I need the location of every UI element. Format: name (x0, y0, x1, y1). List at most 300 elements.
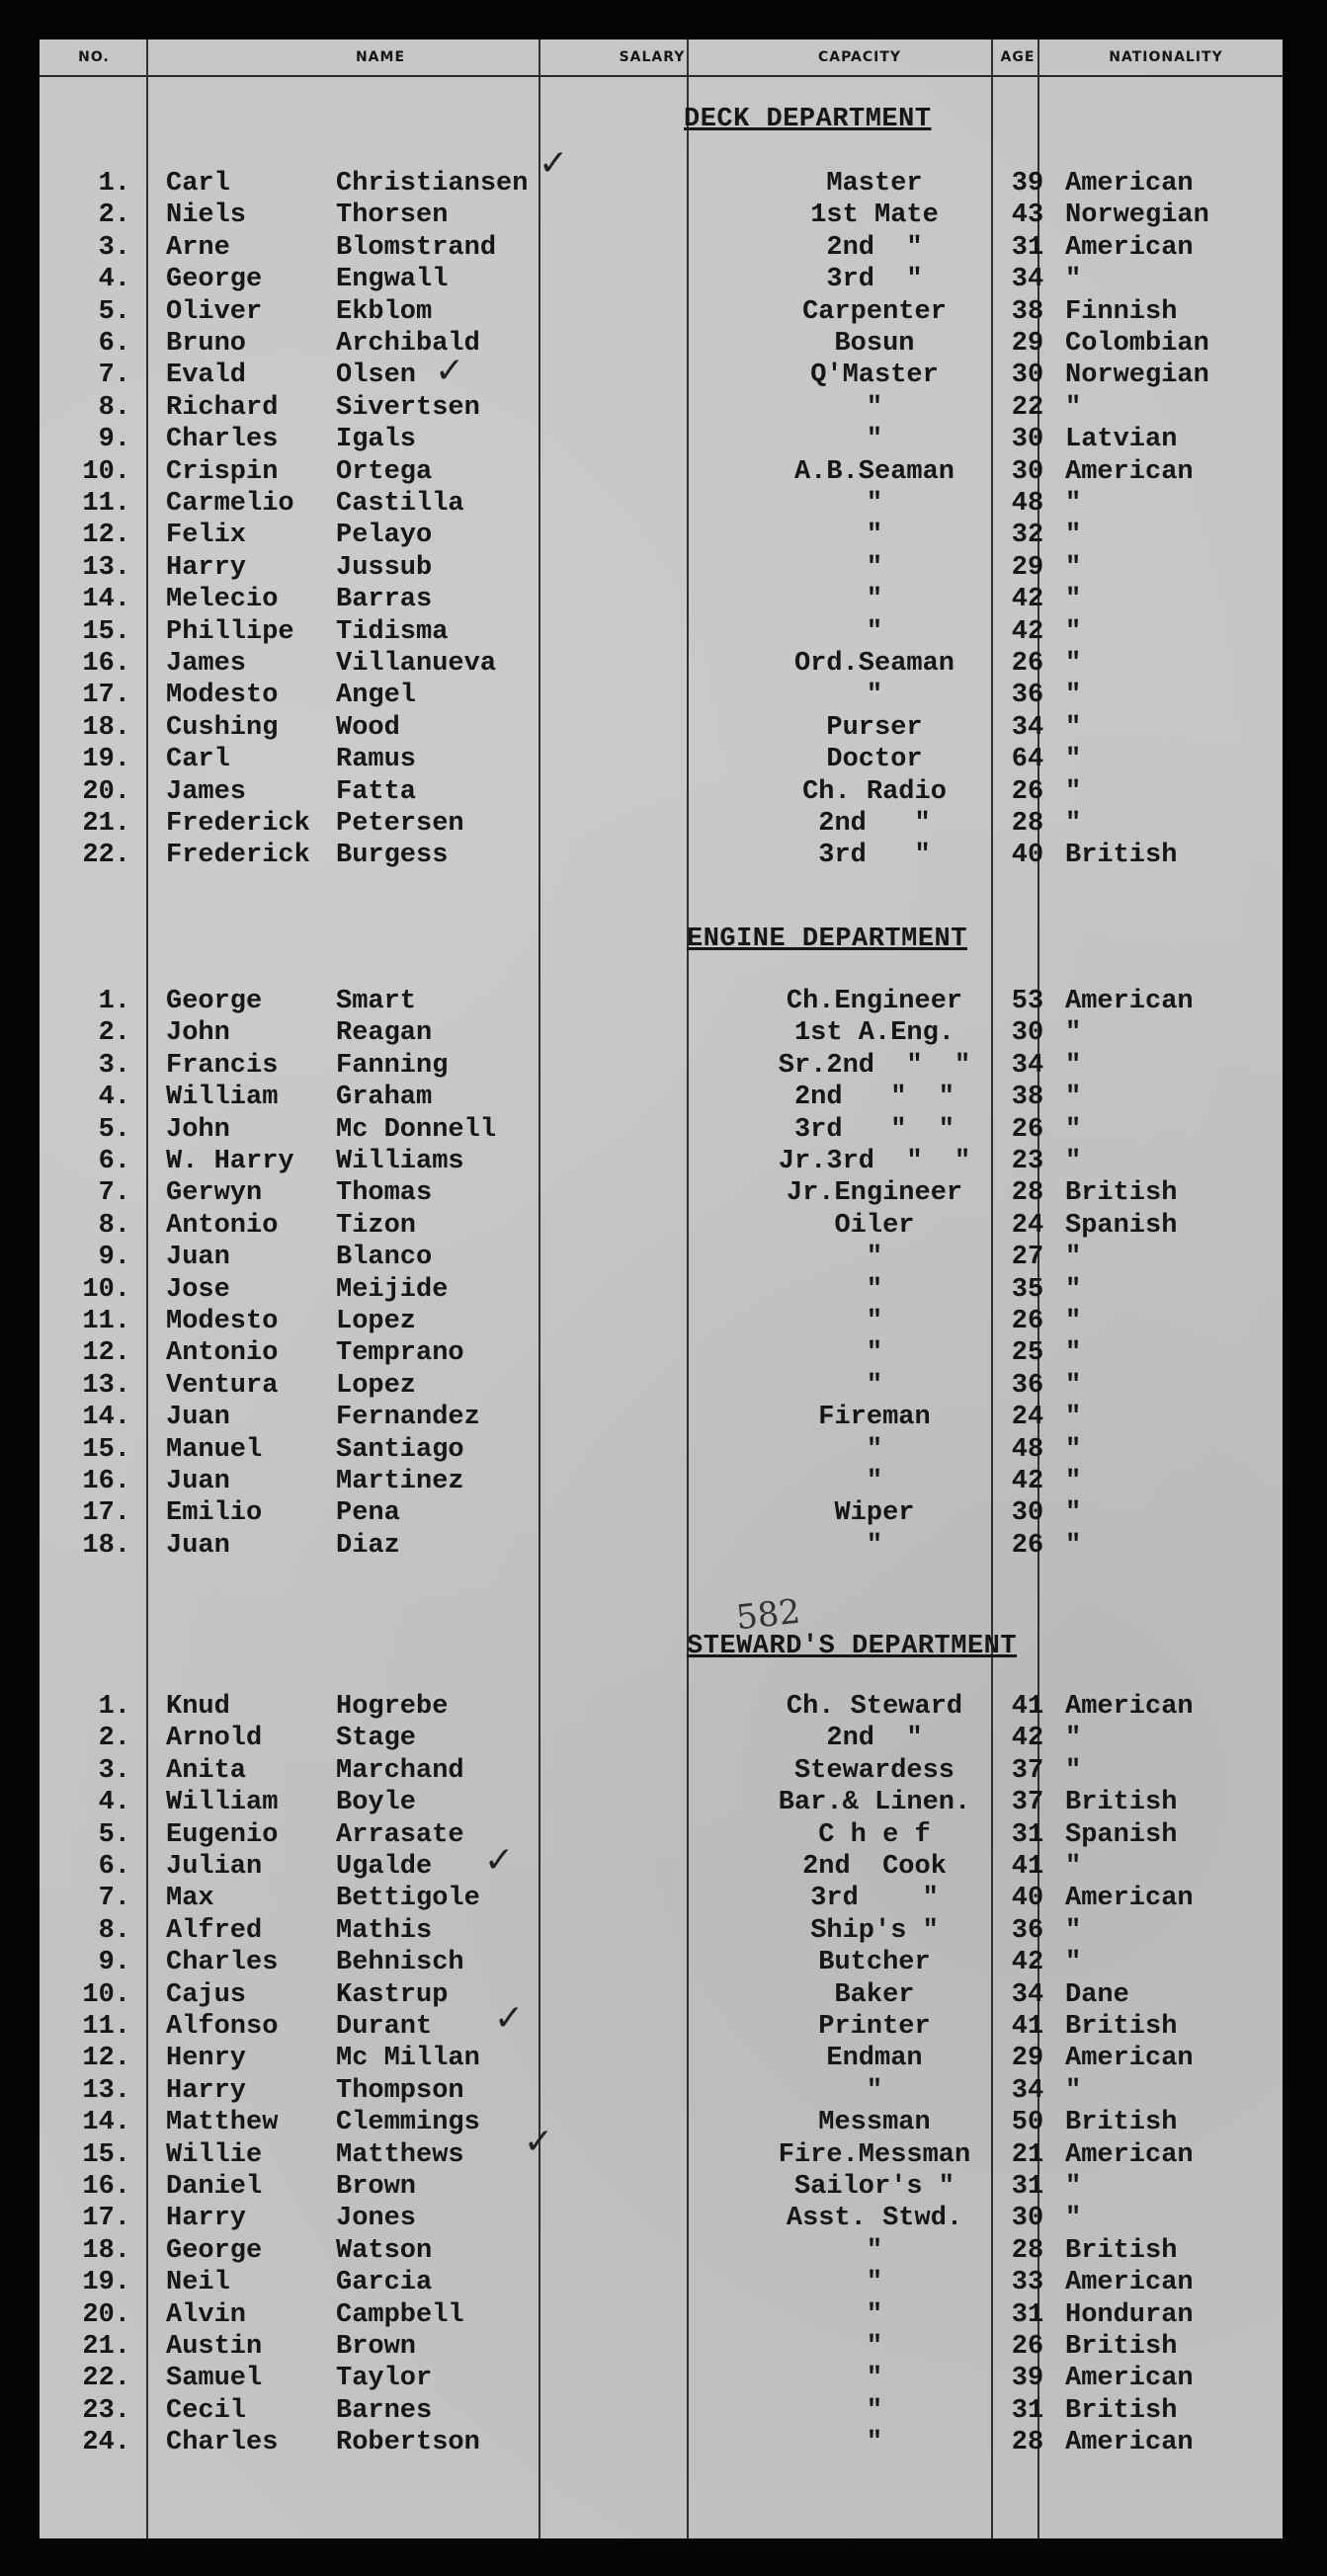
crew-first-name: Carmelio (166, 489, 294, 519)
crew-number: 6. (98, 329, 130, 359)
crew-capacity: Baker (834, 1979, 915, 2010)
crew-age: 29 (1011, 552, 1044, 583)
crew-last-name: Barras (336, 585, 433, 615)
crew-number: 6. (98, 1852, 130, 1882)
crew-number: 12. (82, 521, 130, 551)
crew-nationality: American (1065, 232, 1194, 263)
crew-age: 23 (1011, 1147, 1044, 1176)
crew-number: 4. (98, 265, 130, 295)
crew-number: 10. (82, 456, 130, 487)
crew-row (40, 2107, 1283, 2138)
header-capacity: CAPACITY (817, 49, 902, 65)
crew-last-name: Burgess (336, 841, 449, 871)
crew-first-name: John (166, 1018, 230, 1049)
crew-age: 32 (1011, 521, 1044, 551)
crew-age: 24 (1011, 1403, 1044, 1433)
crew-first-name: Matthew (166, 2108, 279, 2138)
crew-row (40, 552, 1283, 584)
handwritten-note: 582 (734, 1591, 802, 1639)
crew-row (40, 986, 1283, 1017)
crew-nationality: " (1065, 1755, 1082, 1786)
crew-nationality: " (1065, 2204, 1082, 2234)
crew-last-name: Barnes (336, 2395, 433, 2426)
crew-nationality: " (1065, 681, 1082, 711)
crew-number: 22. (82, 2364, 130, 2394)
crew-capacity: Sr.2nd " " (778, 1050, 971, 1081)
crew-last-name: Stage (336, 1724, 417, 1754)
crew-first-name: Alfonso (166, 2012, 279, 2042)
crew-first-name: Charles (166, 425, 279, 455)
engine-department-title: ENGINE DEPARTMENT (687, 925, 967, 954)
crew-last-name: Clemmings (336, 2108, 480, 2138)
crew-capacity: " (866, 1530, 883, 1561)
crew-capacity: Stewardess (793, 1755, 955, 1786)
crew-row (40, 2427, 1283, 2458)
crew-capacity: Messman (818, 2108, 931, 2138)
crew-number: 20. (82, 2299, 130, 2330)
crew-capacity: " (866, 425, 883, 455)
crew-capacity: " (866, 2332, 883, 2362)
crew-number: 19. (82, 2268, 130, 2298)
header-no: NO. (78, 49, 110, 65)
crew-last-name: Mc Donnell (336, 1114, 497, 1145)
crew-row (40, 744, 1283, 775)
crew-capacity: " (866, 585, 883, 615)
crew-row (40, 2395, 1283, 2427)
crew-first-name: William (166, 1788, 279, 1818)
crew-first-name: Juan (166, 1467, 230, 1496)
crew-capacity: Ord.Seaman (793, 649, 955, 679)
crew-age: 36 (1011, 681, 1044, 711)
crew-row (40, 456, 1283, 488)
crew-row (40, 2235, 1283, 2267)
crew-number: 5. (98, 1114, 130, 1145)
crew-capacity: " (866, 521, 883, 551)
crew-nationality: " (1065, 776, 1082, 807)
crew-last-name: Garcia (336, 2268, 433, 2298)
crew-nationality: " (1065, 1852, 1082, 1882)
header-age: AGE (1000, 49, 1036, 65)
crew-number: 19. (82, 745, 130, 775)
crew-last-name: Williams (336, 1147, 464, 1176)
crew-age: 28 (1011, 2235, 1044, 2266)
crew-number: 12. (82, 1338, 130, 1369)
crew-row (40, 1466, 1283, 1497)
crew-age: 31 (1011, 1819, 1044, 1850)
crew-capacity: A.B.Seaman (793, 456, 955, 487)
crew-nationality: American (1065, 2268, 1194, 2298)
crew-age: 38 (1011, 296, 1044, 327)
crew-capacity: Bar.& Linen. (778, 1788, 971, 1818)
crew-age: 30 (1011, 1498, 1044, 1529)
crew-first-name: Antonio (166, 1338, 279, 1369)
crew-row (40, 2075, 1283, 2107)
crew-last-name: Taylor (336, 2364, 433, 2394)
crew-number: 3. (98, 1755, 130, 1786)
crew-row (40, 712, 1283, 744)
check-mark-icon: ✓ (484, 1840, 515, 1881)
crew-nationality: American (1065, 987, 1194, 1016)
crew-capacity: " (866, 2268, 883, 2298)
crew-number: 3. (98, 232, 130, 263)
crew-capacity: 3rd " (826, 265, 923, 295)
crew-last-name: Marchand (336, 1755, 464, 1786)
crew-row (40, 1337, 1283, 1369)
crew-nationality: " (1065, 712, 1082, 743)
crew-last-name: Castilla (336, 489, 464, 519)
crew-row (40, 2267, 1283, 2298)
crew-nationality: American (1065, 1884, 1194, 1914)
crew-first-name: Evald (166, 361, 247, 391)
crew-row (40, 1851, 1283, 1883)
crew-row (40, 2331, 1283, 2363)
crew-age: 22 (1011, 392, 1044, 423)
crew-age: 30 (1011, 425, 1044, 455)
crew-row (40, 1691, 1283, 1723)
steward-department-title: STEWARD'S DEPARTMENT (687, 1632, 1018, 1661)
crew-nationality: American (1065, 2364, 1194, 2394)
crew-first-name: Juan (166, 1403, 230, 1433)
crew-nationality: Norwegian (1065, 361, 1209, 391)
crew-age: 42 (1011, 585, 1044, 615)
crew-age: 28 (1011, 809, 1044, 839)
crew-first-name: Melecio (166, 585, 279, 615)
crew-nationality: Latvian (1065, 425, 1178, 455)
crew-row (40, 424, 1283, 455)
crew-last-name: Arrasate (336, 1819, 464, 1850)
crew-nationality: " (1065, 392, 1082, 423)
crew-row (40, 616, 1283, 648)
crew-first-name: Phillipe (166, 616, 294, 647)
crew-nationality: British (1065, 2395, 1178, 2426)
crew-number: 7. (98, 1884, 130, 1914)
crew-age: 34 (1011, 1050, 1044, 1081)
crew-last-name: Thomas (336, 1178, 433, 1209)
crew-number: 18. (82, 712, 130, 743)
crew-first-name: George (166, 987, 263, 1016)
crew-row (40, 520, 1283, 551)
crew-number: 16. (82, 649, 130, 679)
crew-first-name: Harry (166, 2204, 247, 2234)
crew-capacity: 3rd " " (793, 1114, 955, 1145)
crew-row (40, 1242, 1283, 1273)
crew-row (40, 264, 1283, 295)
crew-nationality: American (1065, 169, 1194, 199)
crew-nationality: " (1065, 1403, 1082, 1433)
crew-first-name: Cecil (166, 2395, 247, 2426)
crew-nationality: " (1065, 552, 1082, 583)
crew-last-name: Mathis (336, 1915, 433, 1946)
crew-nationality: " (1065, 649, 1082, 679)
crew-age: 24 (1011, 1210, 1044, 1241)
crew-last-name: Durant (336, 2012, 433, 2042)
crew-nationality: " (1065, 1498, 1082, 1529)
crew-nationality: " (1065, 2172, 1082, 2202)
crew-age: 41 (1011, 1692, 1044, 1722)
crew-nationality: American (1065, 2044, 1194, 2074)
crew-row (40, 488, 1283, 520)
crew-last-name: Kastrup (336, 1979, 449, 2010)
crew-capacity: Ch. Radio (802, 776, 947, 807)
crew-number: 9. (98, 1948, 130, 1978)
crew-nationality: British (1065, 2012, 1178, 2042)
crew-nationality: " (1065, 1243, 1082, 1273)
crew-first-name: Neil (166, 2268, 230, 2298)
crew-nationality: Norwegian (1065, 201, 1209, 231)
crew-row (40, 232, 1283, 264)
crew-nationality: " (1065, 1724, 1082, 1754)
crew-row (40, 2363, 1283, 2394)
crew-age: 38 (1011, 1083, 1044, 1113)
crew-age: 39 (1011, 169, 1044, 199)
crew-number: 14. (82, 2108, 130, 2138)
crew-first-name: Crispin (166, 456, 279, 487)
crew-last-name: Thorsen (336, 201, 449, 231)
crew-capacity: 2nd " (818, 809, 931, 839)
crew-capacity: Butcher (818, 1948, 931, 1978)
crew-age: 50 (1011, 2108, 1044, 2138)
crew-capacity: Bosun (834, 329, 915, 359)
crew-age: 35 (1011, 1274, 1044, 1305)
crew-number: 2. (98, 1724, 130, 1754)
crew-age: 28 (1011, 2428, 1044, 2458)
crew-capacity: 1st A.Eng. (793, 1018, 955, 1049)
crew-nationality: British (1065, 1788, 1178, 1818)
crew-nationality: " (1065, 489, 1082, 519)
crew-last-name: Lopez (336, 1307, 417, 1336)
crew-first-name: George (166, 265, 263, 295)
crew-number: 7. (98, 1178, 130, 1209)
crew-nationality: " (1065, 521, 1082, 551)
crew-capacity: Oiler (834, 1210, 915, 1241)
crew-capacity: " (866, 2075, 883, 2106)
crew-row (40, 1530, 1283, 1562)
crew-first-name: Alfred (166, 1915, 263, 1946)
crew-last-name: Ugalde (336, 1852, 433, 1882)
crew-number: 9. (98, 425, 130, 455)
check-mark-icon: ✓ (435, 351, 465, 391)
crew-first-name: Manuel (166, 1434, 263, 1465)
crew-first-name: Cajus (166, 1979, 247, 2010)
crew-row (40, 2139, 1283, 2171)
crew-nationality: Honduran (1065, 2299, 1194, 2330)
crew-first-name: James (166, 649, 247, 679)
crew-capacity: " (866, 1243, 883, 1273)
header-nationality: NATIONALITY (1109, 49, 1223, 65)
crew-age: 31 (1011, 2172, 1044, 2202)
crew-row (40, 328, 1283, 360)
crew-last-name: Jussub (336, 552, 433, 583)
crew-number: 10. (82, 1274, 130, 1305)
crew-age: 29 (1011, 2044, 1044, 2074)
crew-age: 42 (1011, 1948, 1044, 1978)
crew-capacity: Doctor (826, 745, 923, 775)
crew-number: 8. (98, 1915, 130, 1946)
crew-last-name: Pena (336, 1498, 400, 1529)
crew-number: 12. (82, 2044, 130, 2074)
check-mark-icon: ✓ (494, 1998, 525, 2039)
crew-first-name: Austin (166, 2332, 263, 2362)
crew-age: 31 (1011, 2299, 1044, 2330)
crew-capacity: 2nd " (826, 232, 923, 263)
crew-nationality: " (1065, 1018, 1082, 1049)
crew-nationality: British (1065, 2235, 1178, 2266)
crew-last-name: Fatta (336, 776, 417, 807)
crew-number: 21. (82, 809, 130, 839)
crew-capacity: " (866, 552, 883, 583)
crew-age: 25 (1011, 1338, 1044, 1369)
crew-first-name: Eugenio (166, 1819, 279, 1850)
crew-number: 22. (82, 841, 130, 871)
crew-number: 3. (98, 1050, 130, 1081)
crew-first-name: Francis (166, 1050, 279, 1081)
crew-number: 14. (82, 1403, 130, 1433)
crew-capacity: 1st Mate (810, 201, 939, 231)
crew-capacity: Endman (826, 2044, 923, 2074)
crew-last-name: Fanning (336, 1050, 449, 1081)
crew-age: 40 (1011, 1884, 1044, 1914)
crew-age: 30 (1011, 2204, 1044, 2234)
crew-nationality: Colombian (1065, 329, 1209, 359)
crew-first-name: Arne (166, 232, 230, 263)
crew-number: 24. (82, 2428, 130, 2458)
crew-number: 18. (82, 1530, 130, 1561)
crew-row (40, 1979, 1283, 2011)
column-header-row (40, 40, 1283, 77)
crew-capacity: " (866, 2299, 883, 2330)
crew-last-name: Tizon (336, 1210, 417, 1241)
crew-number: 15. (82, 1434, 130, 1465)
crew-first-name: Bruno (166, 329, 247, 359)
crew-nationality: " (1065, 1274, 1082, 1305)
crew-capacity: " (866, 1307, 883, 1336)
check-mark-icon: ✓ (524, 2122, 554, 2162)
crew-number: 5. (98, 1819, 130, 1850)
crew-row (40, 200, 1283, 231)
crew-number: 13. (82, 1370, 130, 1401)
crew-row (40, 840, 1283, 871)
crew-list-sheet (40, 40, 1283, 2538)
crew-nationality: British (1065, 2108, 1178, 2138)
crew-first-name: Anita (166, 1755, 247, 1786)
crew-last-name: Hogrebe (336, 1692, 449, 1722)
crew-nationality: British (1065, 2332, 1178, 2362)
crew-nationality: " (1065, 616, 1082, 647)
crew-nationality: " (1065, 1370, 1082, 1401)
crew-capacity: Fireman (818, 1403, 931, 1433)
crew-age: 42 (1011, 1467, 1044, 1496)
crew-row (40, 2011, 1283, 2043)
crew-last-name: Reagan (336, 1018, 433, 1049)
crew-capacity: " (866, 1274, 883, 1305)
crew-row (40, 296, 1283, 328)
crew-age: 26 (1011, 776, 1044, 807)
crew-nationality: Dane (1065, 1979, 1129, 2010)
crew-number: 13. (82, 2075, 130, 2106)
crew-first-name: Harry (166, 552, 247, 583)
crew-nationality: British (1065, 1178, 1178, 1209)
crew-number: 11. (82, 1307, 130, 1336)
crew-first-name: Ventura (166, 1370, 279, 1401)
crew-row (40, 1723, 1283, 1754)
crew-number: 8. (98, 1210, 130, 1241)
header-name: NAME (355, 49, 406, 65)
crew-capacity: " (866, 1434, 883, 1465)
crew-number: 16. (82, 2172, 130, 2202)
crew-row (40, 2043, 1283, 2074)
deck-department-title: DECK DEPARTMENT (684, 105, 932, 134)
crew-number: 17. (82, 2204, 130, 2234)
crew-age: 34 (1011, 265, 1044, 295)
crew-age: 33 (1011, 2268, 1044, 2298)
crew-number: 9. (98, 1243, 130, 1273)
crew-last-name: Matthews (336, 2139, 464, 2170)
crew-row (40, 1497, 1283, 1529)
crew-age: 36 (1011, 1915, 1044, 1946)
crew-row (40, 776, 1283, 808)
crew-first-name: Charles (166, 2428, 279, 2458)
crew-age: 42 (1011, 616, 1044, 647)
crew-number: 1. (98, 1692, 130, 1722)
crew-capacity: Ship's " (810, 1915, 939, 1946)
crew-first-name: Richard (166, 392, 279, 423)
crew-last-name: Temprano (336, 1338, 464, 1369)
crew-last-name: Blanco (336, 1243, 433, 1273)
crew-row (40, 1402, 1283, 1433)
crew-number: 17. (82, 681, 130, 711)
crew-row (40, 648, 1283, 680)
crew-first-name: John (166, 1114, 230, 1145)
crew-first-name: W. Harry (166, 1147, 294, 1176)
crew-first-name: Emilio (166, 1498, 263, 1529)
crew-capacity: Sailor's " (793, 2172, 955, 2202)
crew-capacity: " (866, 392, 883, 423)
crew-number: 4. (98, 1083, 130, 1113)
crew-row (40, 1755, 1283, 1787)
crew-capacity: " (866, 2235, 883, 2266)
crew-capacity: Wiper (834, 1498, 915, 1529)
crew-age: 41 (1011, 2012, 1044, 2042)
crew-first-name: Arnold (166, 1724, 263, 1754)
crew-age: 26 (1011, 1307, 1044, 1336)
crew-age: 42 (1011, 1724, 1044, 1754)
crew-nationality: American (1065, 2139, 1194, 2170)
crew-row (40, 1819, 1283, 1851)
crew-nationality: " (1065, 265, 1082, 295)
crew-last-name: Wood (336, 712, 400, 743)
crew-age: 41 (1011, 1852, 1044, 1882)
crew-last-name: Meijide (336, 1274, 449, 1305)
crew-row (40, 168, 1283, 200)
crew-last-name: Blomstrand (336, 232, 497, 263)
crew-capacity: Asst. Stwd. (786, 2204, 963, 2234)
crew-first-name: Modesto (166, 1307, 279, 1336)
crew-first-name: Max (166, 1884, 214, 1914)
crew-age: 30 (1011, 1018, 1044, 1049)
crew-last-name: Angel (336, 681, 417, 711)
crew-row (40, 1210, 1283, 1242)
crew-last-name: Behnisch (336, 1948, 464, 1978)
crew-row (40, 680, 1283, 711)
crew-first-name: Jose (166, 1274, 230, 1305)
crew-age: 29 (1011, 329, 1044, 359)
crew-age: 27 (1011, 1243, 1044, 1273)
crew-row (40, 1434, 1283, 1466)
crew-row (40, 2203, 1283, 2234)
crew-age: 39 (1011, 2364, 1044, 2394)
crew-capacity: " (866, 1370, 883, 1401)
crew-nationality: Spanish (1065, 1819, 1178, 1850)
